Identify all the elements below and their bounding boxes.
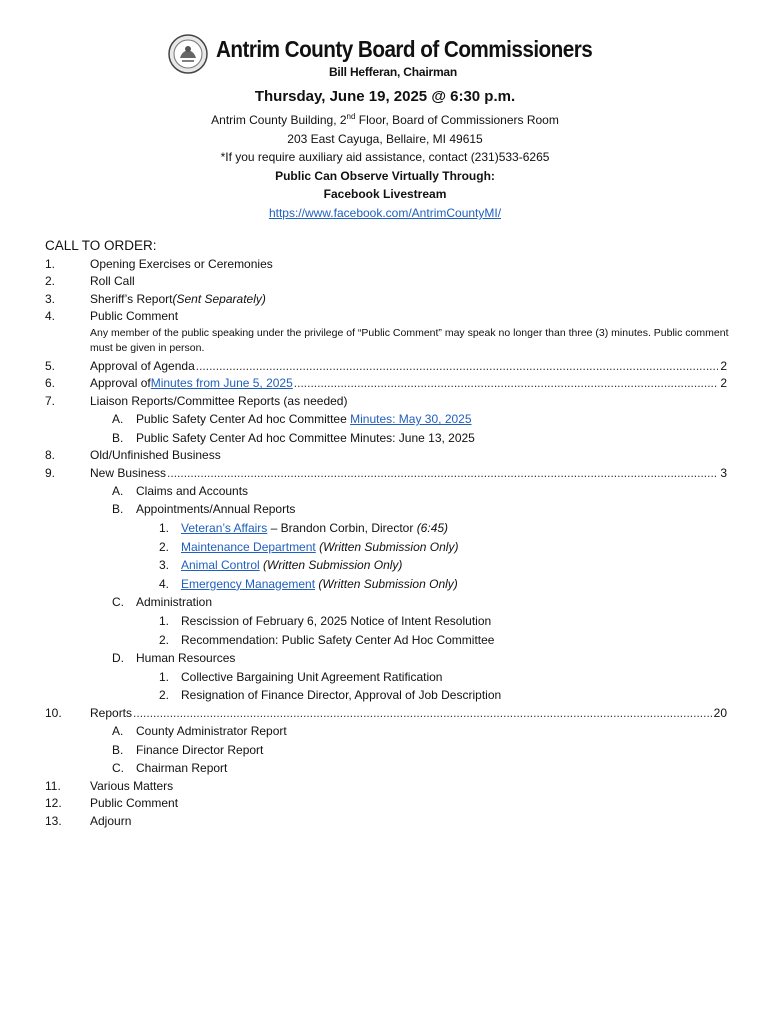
public-comment-note: Any member of the public speaking under the privilege of “Public Comment” may speak no longer than three (3) minutes. Public comment must be given in person. [90, 327, 729, 355]
agenda-item: 3. Sheriff’s Report (Sent Separately) [45, 291, 266, 306]
chairman-name: Bill Hefferan, Chairman [328, 65, 458, 79]
meeting-date: Thursday, June 19, 2025 @ 6:30 p.m. [254, 88, 516, 105]
observe-line: Public Can Observe Virtually Through: [275, 168, 495, 183]
sub-sub-item: 2. Recommendation: Public Safety Center Ad Hoc Committee [159, 632, 495, 647]
agenda-item: 1. Opening Exercises or Ceremonies [45, 257, 273, 271]
sub-sub-item: 1. Collective Bargaining Unit Agreement Ratification [159, 669, 443, 684]
sub-item: A. County Administrator Report [112, 724, 287, 739]
sub-item: C. Administration [112, 595, 213, 610]
sub-item: D. Human Resources [112, 651, 236, 666]
agenda-item: 7. Liaison Reports/Committee Reports (as needed) [45, 393, 348, 408]
livestream-label: Facebook Livestream [323, 187, 447, 202]
sub-item: B. Finance Director Report [112, 742, 264, 757]
aid-notice: *If you require auxiliary aid assistance, contact (231)533-6265 [220, 150, 550, 165]
meeting-location: Antrim County Building, 2nd Floor, Board of Commissioners Room [211, 112, 559, 127]
agenda-list [45, 237, 727, 830]
maintenance-department-link[interactable]: Maintenance Department [181, 539, 316, 554]
meeting-address: 203 East Cayuga, Bellaire, MI 49615 [287, 131, 483, 146]
sub-item: A. Public Safety Center Ad hoc Committee Minutes: May 30, 2025 [112, 412, 472, 427]
sub-sub-item: 1. Rescission of February 6, 2025 Notice of Intent Resolution [159, 614, 492, 629]
sub-sub-item: 4. Emergency Management (Written Submission Only) [159, 576, 458, 591]
agenda-item: 9. New Business ..... 3 [45, 465, 727, 482]
agenda-item: 13. Adjourn [45, 813, 132, 828]
agenda-item: 10. Reports ..... 20 [45, 705, 727, 722]
org-name: Antrim County Board of Commissioners [216, 36, 593, 62]
sub-item: B. Public Safety Center Ad hoc Committee Minutes: June 13, 2025 [112, 430, 475, 445]
sub-sub-item: 2. Resignation of Finance Director, Approval of Job Description [159, 688, 502, 703]
sub-sub-item: 1. Veteran’s Affairs – Brandon Corbin, Director (6:45) [159, 521, 449, 536]
animal-control-link[interactable]: Animal Control [181, 558, 260, 573]
sub-sub-item: 2. Maintenance Department (Written Submission Only) [159, 539, 459, 554]
call-to-order: CALL TO ORDER: [45, 238, 157, 253]
sub-sub-item: 3. Animal Control (Written Submission Only) [159, 558, 403, 573]
agenda-item: 11. Various Matters [45, 779, 174, 794]
minutes-may-30-link[interactable]: Minutes: May 30, 2025 [350, 412, 472, 427]
agenda-item: 4. Public Comment [45, 308, 179, 323]
agenda-item: 12. Public Comment [45, 796, 179, 811]
facebook-link[interactable]: https://www.facebook.com/AntrimCountyMI/ [268, 205, 502, 220]
emergency-management-link[interactable]: Emergency Management [181, 576, 316, 591]
agenda-item: 8. Old/Unfinished Business [45, 448, 221, 463]
letterhead [0, 34, 770, 82]
agenda-item: 2. Roll Call [45, 274, 135, 289]
meeting-info [0, 86, 770, 223]
sub-item: B. Appointments/Annual Reports [112, 502, 296, 517]
sub-item: C. Chairman Report [112, 761, 228, 776]
agenda-item: 5. Approval of Agenda ..... 2 [45, 358, 727, 375]
agenda-item: 6. Approval of Minutes from June 5, 2025 ..... 2 [45, 375, 727, 392]
veterans-affairs-link[interactable]: Veteran’s Affairs [181, 521, 268, 536]
sub-item: A. Claims and Accounts [112, 483, 249, 498]
minutes-june-5-link[interactable]: Minutes from June 5, 2025 [150, 376, 293, 391]
